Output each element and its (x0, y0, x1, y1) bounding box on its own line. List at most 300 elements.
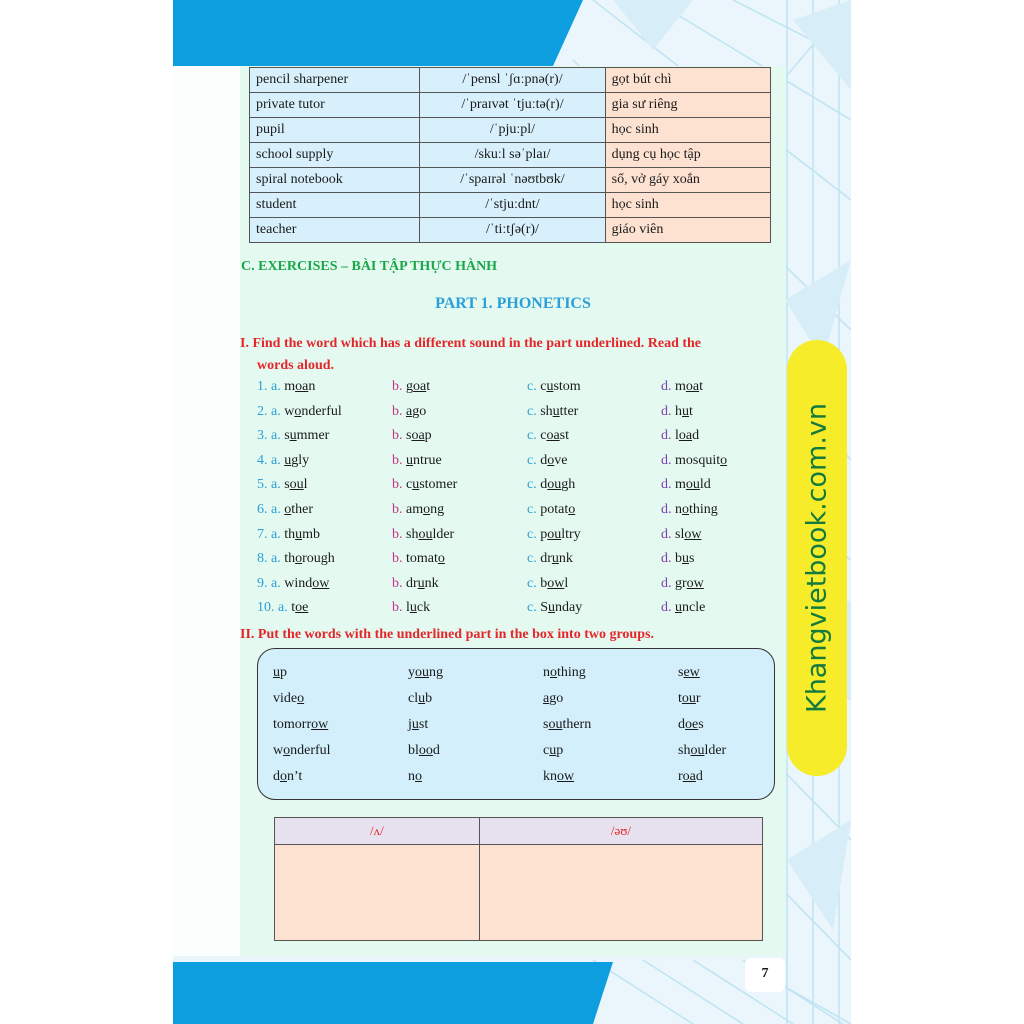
word-part: c (540, 379, 547, 394)
option-d[interactable] (661, 527, 701, 543)
word-part: l (564, 575, 569, 591)
word-part: dr (406, 575, 418, 591)
item-number: 6. (257, 502, 268, 517)
option-a[interactable] (257, 502, 313, 518)
option-label: a. (278, 600, 288, 616)
word-part: gh (561, 477, 576, 493)
word-part: kn (543, 769, 557, 784)
vocab-row (250, 68, 771, 93)
vocabulary-table (249, 67, 771, 243)
box-word (273, 743, 331, 759)
underlined-part: ou (681, 691, 696, 706)
underlined-part: o (295, 551, 303, 567)
option-label: c. (527, 379, 537, 394)
item-number: 5. (257, 477, 268, 493)
option-a[interactable] (257, 379, 315, 395)
option-label: b. (392, 477, 403, 493)
word-part: t (689, 403, 693, 419)
word-part: t (678, 691, 682, 706)
option-b[interactable] (392, 453, 442, 469)
word-part: t (426, 379, 431, 394)
option-label: b. (392, 526, 403, 542)
option-word (675, 527, 701, 542)
word-part: c (540, 428, 547, 444)
word-part: mmer (296, 428, 330, 444)
option-d[interactable] (661, 600, 705, 616)
box-word (408, 717, 428, 733)
option-word (284, 379, 315, 394)
option-c[interactable] (527, 477, 575, 493)
word-part: vide (273, 691, 298, 706)
option-label: d. (661, 477, 672, 493)
option-b[interactable] (392, 600, 430, 616)
option-label: c. (527, 575, 537, 591)
word-part: am (406, 502, 424, 517)
underlined-part: u (412, 477, 420, 493)
word-part: bl (408, 743, 419, 758)
item-number: 7. (257, 526, 268, 542)
sort-header-uh: /ʌ/ (275, 818, 480, 845)
option-c[interactable] (527, 453, 567, 469)
option-word (540, 477, 575, 492)
option-label: c. (527, 477, 537, 493)
word-part: ther (291, 502, 313, 517)
option-d[interactable] (661, 428, 699, 444)
option-label: a. (271, 428, 281, 444)
word-part: r (678, 769, 683, 784)
option-word (406, 551, 445, 566)
option-word (675, 379, 703, 394)
sort-cell-uh[interactable] (275, 845, 480, 941)
word-part: tter (559, 403, 579, 419)
section-c-title: C. EXERCISES – BÀI TẬP THỰC HÀNH (241, 259, 498, 274)
option-d[interactable] (661, 551, 694, 567)
word-part: d (695, 769, 703, 784)
option-word (406, 502, 444, 517)
bottom-blue-band (173, 962, 613, 1024)
word-part: p (424, 428, 432, 444)
exercise-2-instruction: II. Put the words with the underlined part in the box into two groups. (240, 627, 654, 642)
underlined-part: u (417, 575, 425, 591)
option-word (675, 453, 727, 468)
option-word (284, 428, 329, 443)
vocab-ipa: /ˈtiːtʃə(r)/ (420, 218, 605, 243)
option-word (406, 477, 457, 492)
option-word (675, 551, 694, 566)
word-part: d (273, 769, 280, 784)
option-b[interactable] (392, 502, 444, 518)
underlined-part: oe (685, 717, 699, 732)
option-d[interactable] (661, 502, 718, 518)
word-part: ve (554, 452, 568, 468)
option-c[interactable] (527, 428, 569, 444)
option-d[interactable] (661, 404, 693, 420)
word-part: s (406, 428, 412, 444)
underlined-part: o (284, 502, 292, 517)
word-part: st (418, 717, 429, 732)
option-a[interactable] (257, 477, 308, 493)
underlined-part: u (289, 428, 297, 444)
option-word (406, 453, 442, 468)
word-part: sl (675, 526, 685, 542)
option-a[interactable] (257, 404, 342, 420)
option-label: b. (392, 403, 403, 419)
underlined-part: oo (418, 743, 433, 758)
word-part: go (549, 691, 564, 706)
vocab-row (250, 118, 771, 143)
word-part: s (543, 717, 549, 732)
option-label: b. (392, 379, 403, 394)
word-part: ltry (561, 526, 581, 542)
word-part: s (678, 665, 684, 680)
word-part: thing (689, 502, 718, 517)
sort-header-ou: /əʊ/ (479, 818, 762, 845)
option-d[interactable] (661, 477, 711, 493)
underlined-part: a (406, 403, 413, 419)
underlined-part: ow (547, 575, 565, 591)
box-word (678, 769, 703, 785)
option-word (406, 404, 426, 419)
underlined-part: u (273, 665, 280, 680)
underlined-part: o (415, 769, 422, 784)
word-part: nk (424, 575, 439, 591)
option-word (540, 404, 578, 419)
word-part: l (303, 477, 308, 493)
word-part: t (699, 379, 703, 394)
box-word (273, 717, 328, 733)
vocab-ipa: /ˈpjuːpl/ (420, 118, 605, 143)
option-label: d. (661, 600, 672, 616)
option-label: a. (271, 477, 281, 493)
underlined-part: u (418, 691, 426, 706)
option-word (284, 453, 309, 468)
part-1-title: PART 1. PHONETICS (435, 295, 591, 312)
word-part: tomat (406, 551, 438, 567)
vocab-meaning: học sinh (605, 118, 770, 143)
word-part: potat (540, 502, 569, 517)
option-b[interactable] (392, 428, 432, 444)
vocab-word: teacher (250, 218, 420, 243)
box-word (408, 769, 422, 785)
option-label: a. (271, 403, 281, 419)
word-part: w (273, 743, 284, 758)
word-part: d (678, 717, 685, 732)
word-part: sh (678, 743, 691, 758)
option-word (284, 477, 307, 492)
word-part: gly (291, 452, 310, 468)
box-word (408, 691, 432, 707)
underlined-part: ou (690, 743, 705, 758)
option-word (540, 453, 567, 468)
underlined-part: oa (682, 769, 696, 784)
word-part: m (284, 379, 296, 394)
option-b[interactable] (392, 527, 454, 543)
underlined-part: ou (685, 477, 700, 493)
underlined-part: u (284, 452, 292, 468)
option-d[interactable] (661, 453, 727, 469)
vocab-meaning: gọt bút chì (605, 68, 770, 93)
word-part: r (695, 691, 701, 706)
item-number: 8. (257, 551, 268, 567)
option-word (406, 576, 439, 591)
vocab-row (250, 193, 771, 218)
option-a[interactable] (257, 527, 320, 543)
word-part: n (408, 769, 415, 784)
word-part: ck (416, 600, 431, 616)
word-part: thing (557, 665, 586, 680)
word-part: w (284, 403, 295, 419)
box-word (543, 743, 563, 759)
word-part: b (675, 551, 682, 567)
sort-cell-ou[interactable] (479, 845, 762, 941)
word-part: b (540, 575, 548, 591)
box-word (408, 665, 443, 681)
underlined-part: u (549, 743, 557, 758)
option-a[interactable] (257, 600, 308, 616)
box-word (408, 743, 440, 759)
underlined-part: oa (685, 379, 700, 394)
word-part: S (540, 600, 549, 616)
word-part: l (406, 600, 410, 616)
word-part: ld (699, 477, 711, 493)
underlined-part: o (547, 452, 555, 468)
vocab-word: spiral notebook (250, 168, 420, 193)
word-part: d (432, 743, 440, 758)
option-label: d. (661, 502, 672, 517)
option-label: b. (392, 452, 403, 468)
option-b[interactable] (392, 576, 439, 592)
vocab-ipa: /skuːl səˈplaɪ/ (420, 143, 605, 168)
option-label: a. (271, 551, 281, 567)
underlined-part: ow (557, 769, 575, 784)
option-label: b. (392, 428, 403, 444)
vocab-word: student (250, 193, 420, 218)
word-part: th (284, 526, 296, 542)
underlined-part: oe (295, 600, 309, 616)
option-label: a. (271, 502, 281, 517)
left-margin (173, 66, 240, 956)
underlined-part: ow (684, 526, 702, 542)
word-part: th (284, 551, 296, 567)
underlined-part: o (720, 452, 728, 468)
option-label: a. (271, 379, 281, 394)
option-label: d. (661, 403, 672, 419)
word-part: p (280, 665, 287, 680)
box-word (678, 691, 701, 707)
option-a[interactable] (257, 551, 335, 567)
option-b[interactable] (392, 379, 430, 395)
item-number: 4. (257, 452, 268, 468)
option-word (284, 527, 320, 542)
underlined-part: ew (683, 665, 700, 680)
word-part: mb (302, 526, 320, 542)
word-box (257, 648, 775, 800)
underlined-part: ou (547, 526, 562, 542)
option-word (406, 428, 432, 443)
word-part: mosquit (675, 452, 721, 468)
option-d[interactable] (661, 379, 703, 395)
vocab-word: pencil sharpener (250, 68, 420, 93)
vocab-word: private tutor (250, 93, 420, 118)
word-part: s (698, 717, 704, 732)
option-a[interactable] (257, 576, 329, 592)
page-number: 7 (761, 966, 769, 981)
underlined-part: u (409, 600, 417, 616)
box-word (543, 691, 563, 707)
underlined-part: u (548, 600, 556, 616)
vocab-meaning: giáo viên (605, 218, 770, 243)
underlined-part: o (423, 502, 431, 517)
underlined-part: ow (311, 717, 329, 732)
vocab-meaning: sổ, vở gáy xoắn (605, 168, 770, 193)
brand-text: Khangvietbook.com.vn (801, 402, 833, 714)
underlined-part: o (437, 551, 445, 567)
option-word (540, 527, 580, 542)
item-number: 3. (257, 428, 268, 444)
underlined-part: o (294, 403, 302, 419)
word-part: m (675, 477, 686, 493)
option-label: c. (527, 403, 537, 419)
word-part: cl (408, 691, 419, 706)
option-label: d. (661, 551, 672, 567)
word-part: thern (562, 717, 592, 732)
option-a[interactable] (257, 453, 309, 469)
word-part: s (284, 477, 290, 493)
option-d[interactable] (661, 576, 704, 592)
vocab-row (250, 143, 771, 168)
option-word (540, 502, 575, 517)
option-c[interactable] (527, 502, 575, 518)
word-part: l (675, 428, 679, 444)
word-part: n (675, 502, 682, 517)
word-part: ng (430, 502, 445, 517)
word-part: nderful (301, 403, 342, 419)
word-part: ncle (682, 600, 706, 616)
option-word (540, 600, 582, 615)
underlined-part: ow (686, 575, 704, 591)
vocab-row (250, 168, 771, 193)
option-label: d. (661, 452, 672, 468)
underlined-part: oa (678, 428, 693, 444)
option-b[interactable] (392, 477, 457, 493)
box-word (678, 665, 700, 681)
word-part: n (543, 665, 550, 680)
option-b[interactable] (392, 404, 426, 420)
option-label: b. (392, 600, 403, 616)
box-word (678, 743, 726, 759)
underlined-part: u (411, 717, 419, 732)
word-part: n (308, 379, 316, 394)
option-word (406, 527, 454, 542)
box-word (273, 769, 302, 785)
word-part: nk (558, 551, 573, 567)
option-label: c. (527, 526, 537, 542)
option-c[interactable] (527, 576, 568, 592)
underlined-part: u (682, 403, 689, 419)
vocab-row (250, 93, 771, 118)
underlined-part: ou (415, 665, 429, 680)
vocab-meaning: học sinh (605, 193, 770, 218)
word-part: stomer (419, 477, 458, 493)
exercise-1-instruction-line1: I. Find the word which has a different sound in the part underlined. Read the (240, 336, 702, 351)
word-part: lder (432, 526, 455, 542)
underlined-part: u (546, 379, 554, 394)
option-word (675, 404, 693, 419)
option-c[interactable] (527, 527, 581, 543)
underlined-part: o (283, 743, 291, 758)
exercise-1-instruction-line2: words aloud. (257, 358, 335, 373)
option-c[interactable] (527, 379, 581, 395)
underlined-part: u (295, 526, 303, 542)
word-part: h (675, 403, 682, 419)
word-part: ntrue (413, 452, 442, 468)
underlined-part: u (682, 551, 689, 567)
option-label: a. (271, 526, 281, 542)
underlined-part: ou (418, 526, 433, 542)
word-part: nday (555, 600, 583, 616)
underlined-part: u (406, 452, 413, 468)
word-part: c (543, 743, 550, 758)
underlined-part: o (297, 691, 305, 706)
vocab-word: school supply (250, 143, 420, 168)
option-word (675, 576, 704, 591)
underlined-part: u (552, 403, 560, 419)
box-word (543, 665, 586, 681)
word-part: s (689, 551, 695, 567)
underlined-part: ou (548, 717, 563, 732)
option-c[interactable] (527, 551, 573, 567)
option-word (291, 600, 308, 615)
item-number: 9. (257, 575, 268, 591)
sorting-table (274, 817, 763, 941)
vocab-meaning: gia sư riêng (605, 93, 770, 118)
option-b[interactable] (392, 551, 445, 567)
word-part: c (406, 477, 413, 493)
option-word (675, 428, 699, 443)
box-word (543, 769, 574, 785)
option-label: b. (392, 551, 403, 567)
option-label: b. (392, 502, 403, 517)
word-part: n’t (287, 769, 303, 784)
word-part: tomorr (273, 717, 312, 732)
option-label: d. (661, 379, 672, 394)
box-word (273, 691, 304, 707)
option-a[interactable] (257, 428, 329, 444)
underlined-part: o (280, 769, 287, 784)
option-word (406, 379, 430, 394)
option-c[interactable] (527, 404, 578, 420)
option-word (540, 379, 580, 394)
box-word (273, 665, 287, 681)
item-number: 10. (257, 600, 275, 616)
word-part: ng (429, 665, 443, 680)
vocab-ipa: /ˈspaɪrəl ˈnəʊtbʊk/ (420, 168, 605, 193)
word-part: sh (540, 403, 553, 419)
exercise-1-instruction (240, 333, 783, 377)
word-part: s (284, 428, 290, 444)
word-part: lder (704, 743, 727, 758)
word-part: go (412, 403, 427, 419)
vocab-ipa: /ˈpensl ˈʃɑːpnə(r)/ (420, 68, 605, 93)
option-word (675, 477, 711, 492)
option-label: c. (527, 428, 537, 444)
option-word (284, 502, 313, 517)
option-c[interactable] (527, 600, 582, 616)
option-word (284, 404, 342, 419)
word-part: d (540, 452, 548, 468)
underlined-part: ow (312, 575, 330, 591)
top-blue-band (173, 0, 583, 66)
